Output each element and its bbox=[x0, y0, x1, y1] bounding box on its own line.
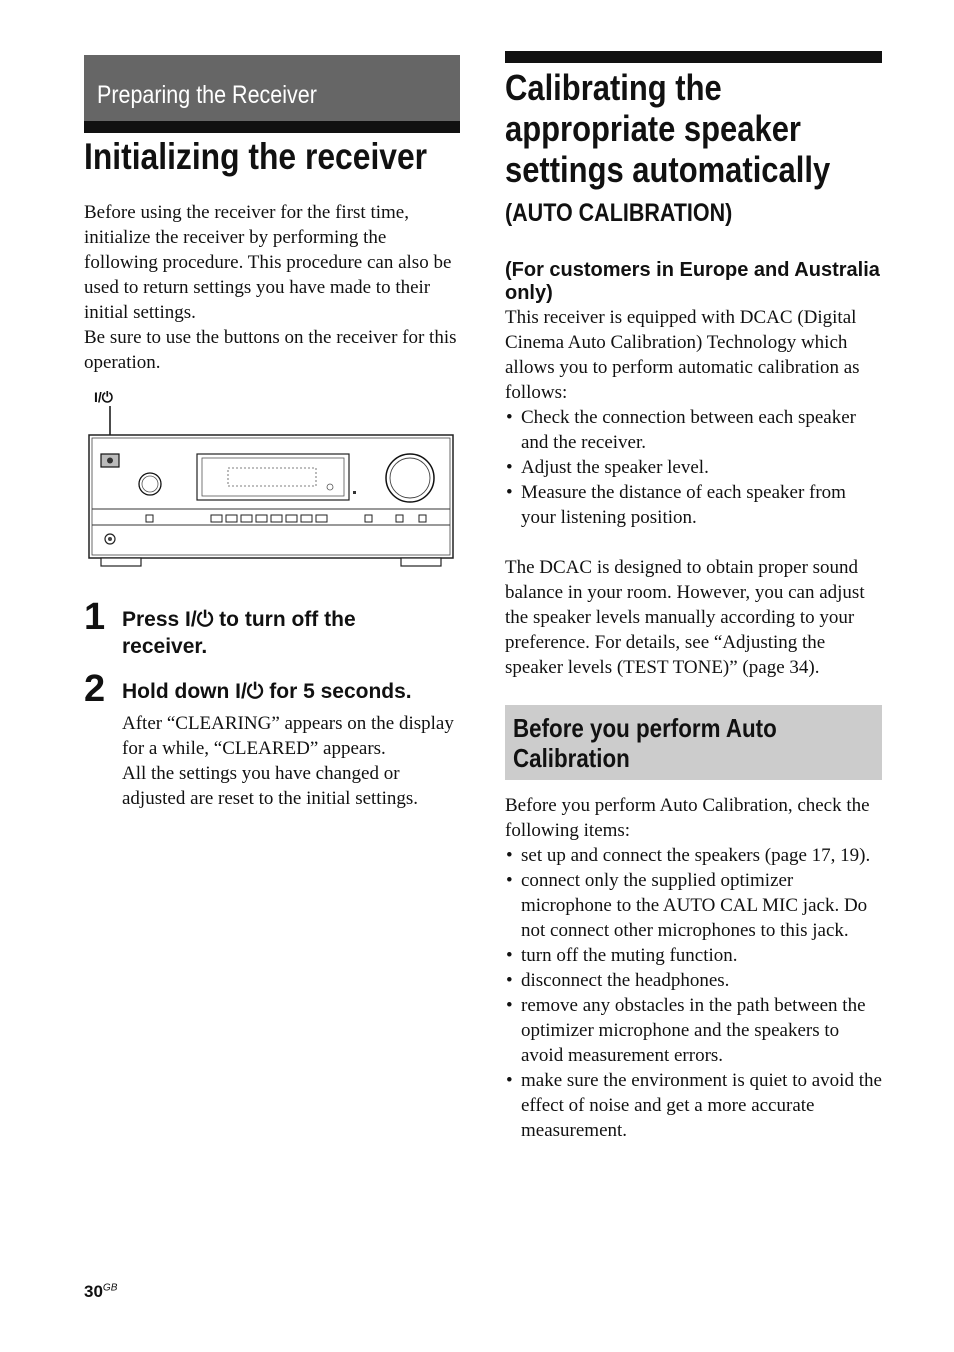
list-item: • remove any obstacles in the path between the optimizer microphone and the speakers to avoid measurement errors. bbox=[505, 993, 885, 1068]
list-item: • connect only the supplied optimizer microphone to the AUTO CAL MIC jack. Do not connect other microphones to this jack. bbox=[505, 868, 885, 943]
intro-paragraph-2: Be sure to use the buttons on the receiver for this operation. bbox=[84, 327, 457, 373]
dcac-feature-list bbox=[505, 405, 885, 530]
section-tab-label: Preparing the Receiver bbox=[97, 81, 317, 109]
list-item: • Measure the distance of each speaker from your listening position. bbox=[505, 480, 885, 530]
step-2-desc-1: After “CLEARING” appears on the display for a while, “CLEARED” appears. bbox=[122, 713, 454, 759]
step-2-number: 2 bbox=[84, 668, 106, 710]
before-intro: Before you perform Auto Calibration, check the following items: bbox=[505, 795, 870, 841]
page-title-calibrating: Calibrating the appropriate speaker settings automatically bbox=[505, 67, 831, 190]
list-item: • turn off the muting function. bbox=[505, 943, 885, 968]
volume-knob bbox=[386, 454, 434, 502]
before-checklist bbox=[505, 843, 885, 1143]
before-heading-box bbox=[505, 705, 882, 780]
dcac-intro: This receiver is equipped with DCAC (Digital Cinema Auto Calibration) Technology which allows you to perform automatic calibration as follows: bbox=[505, 307, 860, 403]
receiver-illustration bbox=[88, 384, 458, 579]
step-2-title: Hold down I/⏻ for 5 seconds. bbox=[122, 680, 412, 703]
power-callout-label: I/⏻ bbox=[94, 389, 113, 405]
page-title-initializing: Initializing the receiver bbox=[84, 136, 428, 177]
step-2-desc-2: All the settings you have changed or adjusted are reset to the initial settings. bbox=[122, 763, 419, 809]
receiver-front-panel bbox=[88, 384, 458, 574]
section-rule bbox=[84, 121, 460, 133]
list-item: • Adjust the speaker level. bbox=[505, 455, 885, 480]
front-display bbox=[197, 454, 349, 500]
list-item: • Check the connection between each speaker and the receiver. bbox=[505, 405, 885, 455]
list-item: • make sure the environment is quiet to avoid the effect of noise and get a more accurate measurement. bbox=[505, 1068, 885, 1143]
dcac-note: The DCAC is designed to obtain proper sound balance in your room. However, you can adjust the speaker levels manually according to your preference. For details, see “Adjusting the speaker levels (TEST TONE)” (page 34). bbox=[505, 557, 865, 678]
list-item: • set up and connect the speakers (page 17, 19). bbox=[505, 843, 885, 868]
region-note: (For customers in Europe and Australia only) bbox=[505, 259, 880, 304]
step-1-number: 1 bbox=[84, 596, 106, 638]
page-number-suffix: GB bbox=[102, 1282, 118, 1294]
page-number bbox=[84, 1282, 117, 1302]
intro-paragraph: Before using the receiver for the first time, initialize the receiver by performing the following procedure. This procedure can also be used to return settings you have made to their initial settings. bbox=[84, 202, 452, 323]
before-heading: Before you perform Auto Calibration bbox=[513, 713, 777, 773]
step-2-description bbox=[122, 711, 462, 811]
right-title-rule bbox=[505, 51, 882, 63]
list-item: • disconnect the headphones. bbox=[505, 968, 885, 993]
page-number-value: 30 bbox=[84, 1282, 103, 1301]
step-1-title: Press I/⏻ to turn off the receiver. bbox=[122, 608, 356, 658]
section-tab bbox=[84, 55, 460, 121]
intro-text bbox=[84, 200, 460, 375]
page-subtitle: (AUTO CALIBRATION) bbox=[505, 199, 733, 227]
